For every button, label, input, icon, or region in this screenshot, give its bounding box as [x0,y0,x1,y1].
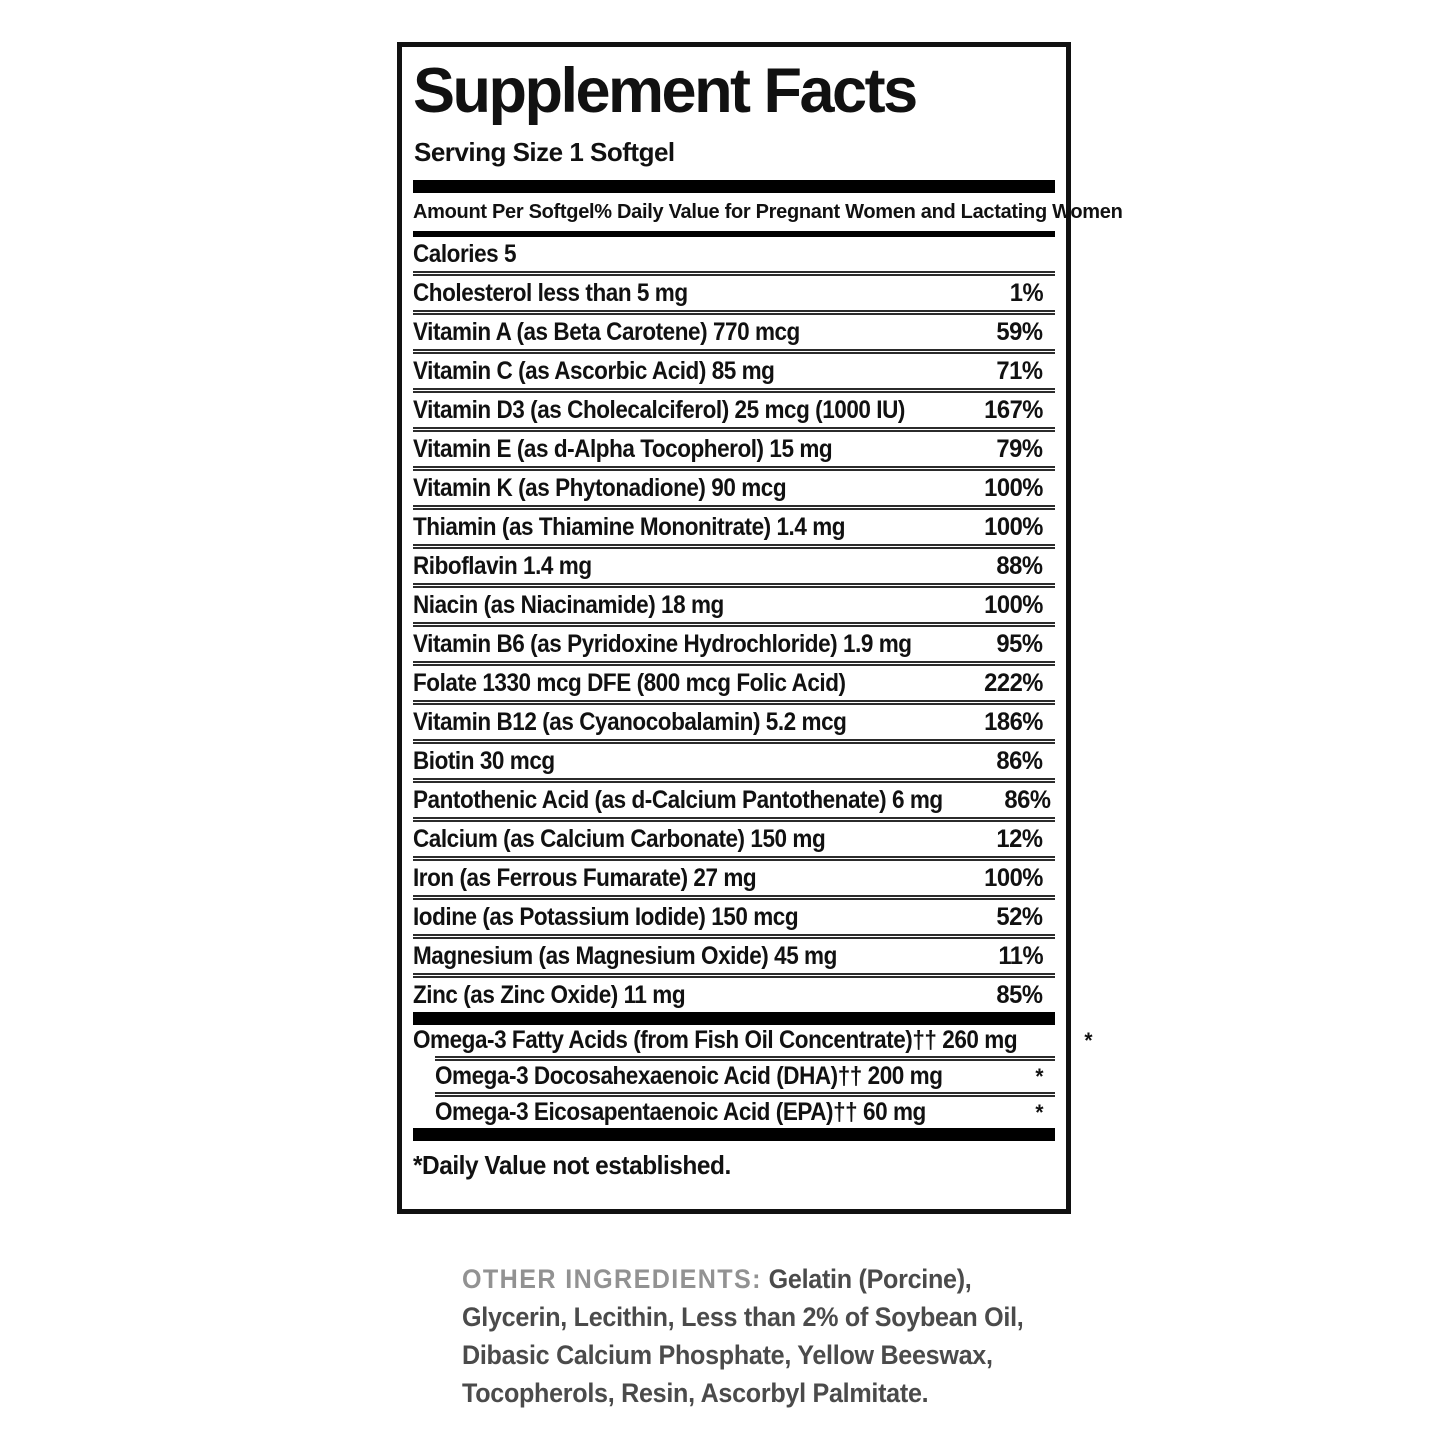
omega-row-fatty-acids [413,1025,1093,1056]
nutrient-dv: 100% [984,863,1043,892]
nutrient-row-vitamin-b6 [413,622,1055,661]
nutrient-row-vitamin-a [413,310,1055,349]
nutrient-name: Omega-3 Eicosapentaenoic Acid (EPA)†† 60 mg [435,1098,926,1126]
nutrient-dv: 100% [984,512,1043,541]
supplement-facts-panel [397,42,1123,1214]
panel-title: Supplement Facts [413,56,916,126]
other-ingredients-line-4: Tocopherols, Resin, Ascorbyl Palmitate. [462,1378,929,1408]
other-ingredients-line-3: Dibasic Calcium Phosphate, Yellow Beeswax, [462,1340,993,1370]
nutrient-name: Zinc (as Zinc Oxide) 11 mg [413,980,686,1009]
nutrient-dv: 86% [1003,785,1051,814]
nutrient-row-pantothenic-acid [413,778,1055,817]
nutrient-name: Vitamin B12 (as Cyanocobalamin) 5.2 mcg [413,707,847,736]
nutrient-dv: 86% [996,746,1043,775]
nutrient-dv: 1% [1009,278,1043,307]
nutrient-name: Cholesterol less than 5 mg [413,278,688,307]
nutrient-row-iodine [413,895,1055,934]
nutrient-name: Vitamin C (as Ascorbic Acid) 85 mg [413,356,775,385]
nutrient-row-biotin [413,739,1055,778]
nutrient-dv: 79% [996,434,1043,463]
nutrient-name: Vitamin K (as Phytonadione) 90 mcg [413,473,787,502]
nutrient-row-vitamin-d3 [413,388,1055,427]
nutrient-dv: 100% [984,590,1043,619]
nutrient-row-calcium [413,817,1055,856]
nutrient-dv: * [1035,1099,1043,1125]
nutrient-name: Riboflavin 1.4 mg [413,551,592,580]
nutrient-dv: * [1035,1063,1043,1089]
nutrient-row-vitamin-e [413,427,1055,466]
other-ingredients-line-2: Glycerin, Lecithin, Less than 2% of Soybean Oil, [462,1302,1024,1332]
other-ingredients-line-1 [462,1260,1020,1298]
nutrient-name: Pantothenic Acid (as d-Calcium Pantothenate) 6 mg [413,785,943,814]
column-header-row [413,193,1123,231]
nutrient-dv: 85% [996,980,1043,1009]
nutrient-name: Iodine (as Potassium Iodide) 150 mcg [413,902,799,931]
nutrient-row-vitamin-c [413,349,1055,388]
nutrient-dv: 222% [984,668,1043,697]
daily-value-column-header: % Daily Value for Pregnant Women and Lactating Women [594,201,1123,223]
nutrient-row-thiamin [413,505,1055,544]
nutrient-name: Vitamin B6 (as Pyridoxine Hydrochloride) 1.9 mg [413,629,912,658]
nutrient-name: Niacin (as Niacinamide) 18 mg [413,590,724,619]
nutrient-dv: 88% [996,551,1043,580]
nutrient-name: Iron (as Ferrous Fumarate) 27 mg [413,863,757,892]
nutrient-dv: 100% [984,473,1043,502]
divider-thick-bottom [413,1128,1055,1141]
nutrient-row-vitamin-k [413,466,1055,505]
nutrient-name: Magnesium (as Magnesium Oxide) 45 mg [413,941,837,970]
nutrient-rows [413,237,1055,1012]
daily-value-footnote: *Daily Value not established. [413,1150,731,1180]
nutrient-dv: 12% [996,824,1043,853]
other-ingredients-heading: OTHER INGREDIENTS: [462,1264,762,1294]
nutrient-dv: 167% [984,395,1043,424]
nutrient-name: Calories 5 [413,239,517,268]
divider-thick-top [413,180,1055,193]
nutrient-dv: * [1084,1027,1093,1053]
nutrient-name: Omega-3 Docosahexaenoic Acid (DHA)†† 200 mg [435,1062,943,1090]
omega-row-epa [435,1092,1055,1128]
omega-row-dha [435,1056,1055,1092]
other-ingredients-line-1-rest: Gelatin (Porcine), [761,1264,972,1294]
nutrient-name: Omega-3 Fatty Acids (from Fish Oil Concentrate)†† 260 mg [413,1026,1018,1054]
nutrient-dv: 11% [998,941,1043,970]
nutrient-row-cholesterol [413,271,1055,310]
serving-size-text: Serving Size 1 Softgel [414,137,675,167]
nutrient-row-riboflavin [413,544,1055,583]
nutrient-row-vitamin-b12 [413,700,1055,739]
nutrient-name: Folate 1330 mcg DFE (800 mcg Folic Acid) [413,668,846,697]
nutrient-row-folate [413,661,1055,700]
nutrient-dv: 52% [996,902,1043,931]
nutrient-dv: 95% [996,629,1043,658]
nutrient-dv: 71% [996,356,1043,385]
nutrient-name: Vitamin E (as d-Alpha Tocopherol) 15 mg [413,434,833,463]
nutrient-name: Vitamin D3 (as Cholecalciferol) 25 mcg (1000 IU) [413,395,905,424]
nutrient-name: Calcium (as Calcium Carbonate) 150 mg [413,824,826,853]
nutrient-row-calories [413,237,1055,271]
nutrient-name: Biotin 30 mcg [413,746,555,775]
amount-column-header: Amount Per Softgel [413,201,595,223]
nutrient-dv: 59% [996,317,1043,346]
nutrient-row-magnesium [413,934,1055,973]
nutrient-row-iron [413,856,1055,895]
nutrient-row-zinc [413,973,1055,1012]
nutrient-name: Thiamin (as Thiamine Mononitrate) 1.4 mg [413,512,846,541]
nutrient-row-niacin [413,583,1055,622]
nutrient-name: Vitamin A (as Beta Carotene) 770 mcg [413,317,800,346]
nutrient-dv: 186% [984,707,1043,736]
omega-rows [413,1025,1093,1128]
divider-thick-omega-top [413,1012,1055,1025]
other-ingredients-block [462,1260,1062,1412]
